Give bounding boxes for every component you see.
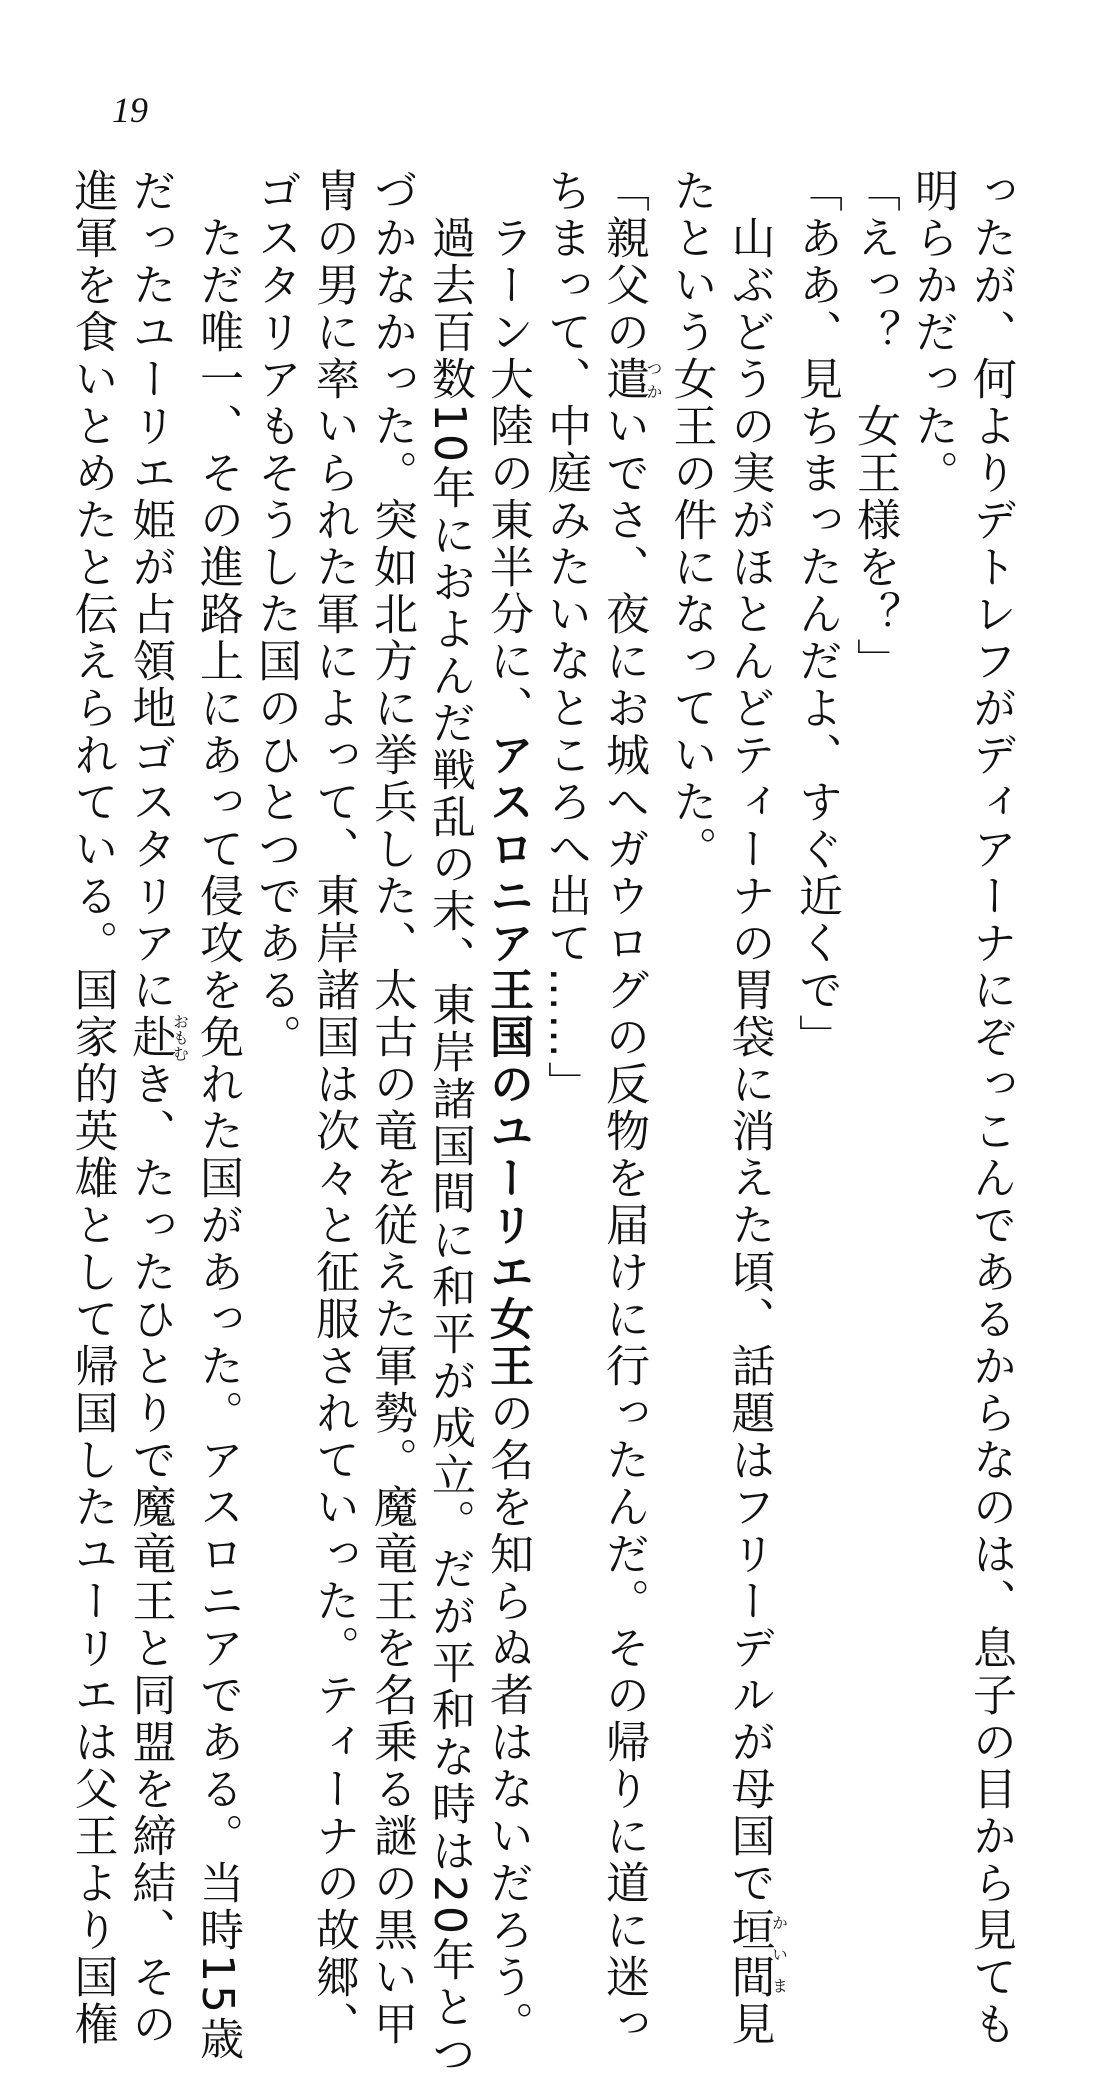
- text-line: [787, 168, 845, 1668]
- text-segment: づかなかった。突如北方に挙兵した、太古の竜を従えた軍勢。魔竜王を名乗る謎の黒い甲: [366, 168, 417, 2048]
- text-segment: ちまって、中庭みたいなところへ出て……」: [540, 168, 591, 1108]
- text-line: [420, 168, 478, 2078]
- ruby-base: 垣間: [723, 1907, 775, 2001]
- text-segment: 過去百数10年におよんだ戦乱の末、東岸諸国間に和平が成立。だが平和な時は20年とつ: [424, 168, 475, 2078]
- text-line: [662, 168, 720, 1668]
- text-segment: の名を知らぬ者はないだろう。: [482, 1390, 533, 2048]
- ruby-annotation: [598, 356, 663, 403]
- text-segment: 「えっ？ 女王様を？」: [849, 168, 900, 685]
- text-line: [246, 168, 304, 1668]
- text-segment: 冑の男に率いられた軍によって、東岸諸国は次々と征服されていった。ティーナの故郷、: [308, 168, 359, 2048]
- text-line: [63, 168, 121, 2048]
- text-segment: き、たったひとりで魔竜王と同盟を締結、その: [124, 1061, 176, 2048]
- text-line: [188, 168, 246, 2063]
- text-segment: たという女王の件になっていた。: [665, 168, 717, 873]
- text-segment: 山ぶどうの実がほとんどティーナの胃袋に消えた頃、話題はフリーデルが母国で: [723, 168, 775, 1907]
- text-line: [961, 168, 1019, 2048]
- text-line: [362, 168, 420, 2048]
- ruby-annotation: [723, 1907, 789, 2001]
- ruby-base: 赴: [124, 1013, 176, 1062]
- text-line: [478, 168, 536, 2048]
- text-line: [594, 168, 663, 2048]
- text-segment: 「親父の: [598, 168, 649, 356]
- ruby-reading: つか: [644, 356, 663, 403]
- text-segment: いでさ、夜にお城へガウログの反物を届けに行ったんだ。その帰りに道に迷っ: [598, 403, 649, 2048]
- bold-text-segment: アスロニア王国のユーリエ女王: [482, 732, 533, 1390]
- text-segment: ラーン大陸の東半分に、: [482, 168, 533, 732]
- text-line: [903, 168, 961, 1668]
- ruby-reading: かいま: [769, 1907, 789, 2001]
- text-segment: ったが、何よりデトレフがディアーナにぞっこんであるからなのは、息子の目から見ても: [965, 168, 1016, 2048]
- text-line: [845, 168, 903, 1668]
- text-line: [304, 168, 362, 2048]
- text-segment: 「ああ、見ちまったんだよ、すぐ近くで」: [791, 168, 842, 1061]
- text-segment: ゴスタリアもそうした国のひとつである。: [250, 168, 301, 1061]
- text-segment: だったユーリエ姫が占領地ゴスタリアに: [124, 168, 176, 1014]
- text-segment: 見: [723, 2001, 775, 2048]
- body-text: [63, 168, 1020, 2078]
- text-segment: 進軍を食いとめたと伝えられている。国家的英雄として帰国したユーリエは父王より国権: [66, 168, 118, 2048]
- page-number: 19: [112, 90, 148, 130]
- ruby-base: 遣: [598, 356, 649, 403]
- ruby-annotation: [124, 1013, 190, 1062]
- text-segment: ただ唯一、その進路上にあって侵攻を免れた国があった。アスロニアである。当時15歳: [192, 168, 243, 2063]
- ruby-reading: おもむ: [170, 1013, 190, 1062]
- text-line: [720, 168, 789, 2048]
- text-segment: 明らかだった。: [907, 168, 958, 497]
- text-line: [536, 168, 594, 1668]
- text-line: [121, 168, 190, 2048]
